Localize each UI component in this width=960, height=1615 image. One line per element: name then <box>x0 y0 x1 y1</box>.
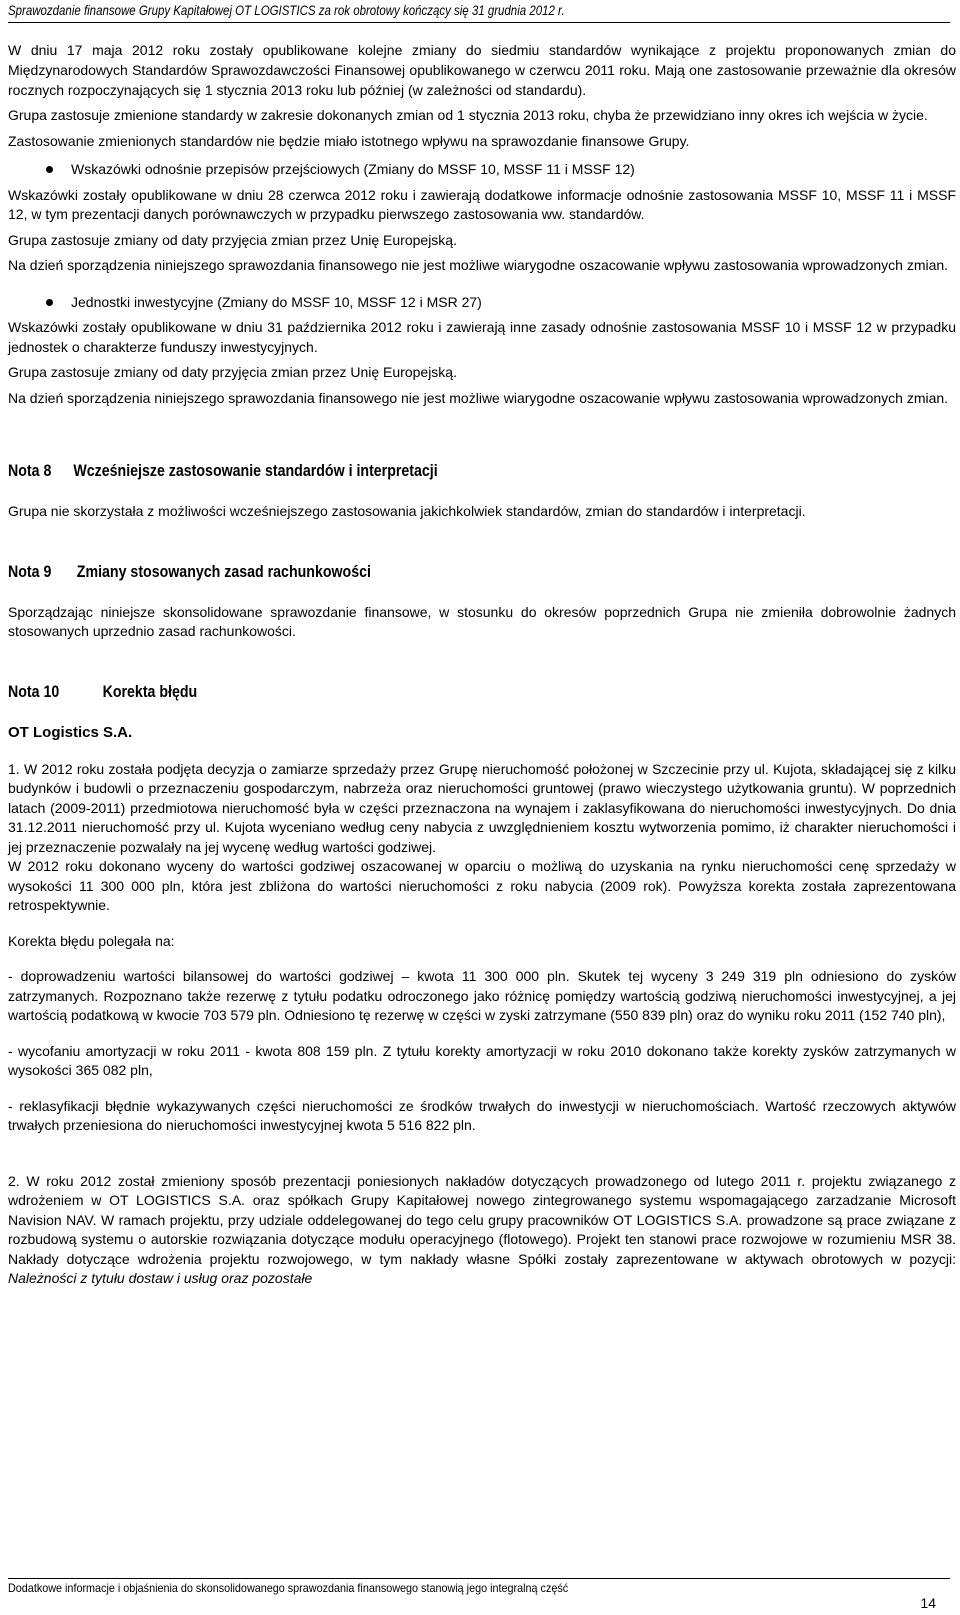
bullet-icon <box>46 299 53 306</box>
header-title: Sprawozdanie finansowe Grupy Kapitałowej OT LOGISTICS za rok obrotowy kończący się 31 grudnia 2012 r. <box>8 2 565 18</box>
section2-paragraph-1: Wskazówki zostały opublikowane w dniu 31 października 2012 roku i zawierają inne zasady odnośnie zastosowania MSSF 10 i MSSF 12 w przypadku jednostek o charakterze funduszy inwestycyjnych. <box>8 319 956 355</box>
intro-paragraph-2: Grupa zastosuje zmienione standardy w zakresie dokonanych zmian od 1 stycznia 2013 roku, chyba że przewidziano inny okres ich wejścia w życie. <box>8 107 928 123</box>
page-number: 14 <box>920 1595 936 1611</box>
company-name: OT Logistics S.A. <box>8 723 133 741</box>
nota9-paragraph: Sporządzając niniejsze skonsolidowane sprawozdanie finansowe, w stosunku do okresów poprzednich Grupa nie zmieniła dobrowolnie żadnych stosowanych uprzednio zasad rachunkowości. <box>8 603 956 639</box>
nota9-heading <box>8 561 823 583</box>
nota10-number: Nota 10 <box>8 682 60 701</box>
nota10-heading <box>8 681 823 703</box>
section1-paragraph-1: Wskazówki zostały opublikowane w dniu 28 czerwca 2012 roku i zawierają dodatkowe informacje odnośnie zastosowania MSSF 10, MSSF 11 i MSSF 12, w tym prezentacji danych porównawczych w przypadku pierwszego zastosowania ww. standardów. <box>8 186 956 222</box>
nota10-title: Korekta błędu <box>102 682 198 701</box>
nota10-paragraph-4: - doprowadzeniu wartości bilansowej do wartości godziwej – kwota 11 300 000 pln. Skutek tej wyceny 3 249 319 pln odniesiono do zysków zatrzymanych. Rozpoznano także rezerwę z tytułu podatku odroczonego jako różnicę pomiędzy wartością godziwą nieruchomości inwestycyjnej, a jej wartością podatkową w kwocie 703 579 pln. Odniesiono tę rezerwę w części w zyski zatrzymane (550 839 pln) oraz do wyniku roku 2011 (152 740 pln), <box>8 968 956 1023</box>
nota10-paragraph-3: Korekta błędu polegała na: <box>8 932 175 949</box>
bullet-transition-guidance <box>8 160 956 180</box>
intro-paragraph-3: Zastosowanie zmienionych standardów nie będzie miało istotnego wpływu na sprawozdanie finansowe Grupy. <box>8 132 690 149</box>
footer-text: Dodatkowe informacje i objaśnienia do skonsolidowanego sprawozdania finansowego stanowią jego integralną część <box>8 1581 569 1595</box>
nota10-paragraph-6: - reklasyfikacji błędnie wykazywanych części nieruchomości ze środków trwałych do inwestycji w nieruchomościach. Wartość rzeczowych aktywów trwałych przeniesiona do nieruchomości inwestycyjnej kwota 5 516 822 pln. <box>8 1097 956 1133</box>
nota10-paragraph-7-italic: Należności z tytułu dostaw i usług oraz pozostałe <box>8 1270 313 1286</box>
section2-paragraph-3: Na dzień sporządzenia niniejszego sprawozdania finansowego nie jest możliwe wiarygodne oszacowanie wpływu zastosowania wprowadzonych zmian. <box>8 389 949 406</box>
section1-paragraph-2: Grupa zastosuje zmiany od daty przyjęcia zmian przez Unię Europejską. <box>8 231 457 248</box>
nota8-number: Nota 8 <box>8 462 52 480</box>
nota8-heading <box>8 460 823 482</box>
bullet-icon <box>46 166 53 173</box>
nota8-paragraph: Grupa nie skorzystała z możliwości wcześniejszego zastosowania jakichkolwiek standardów, zmian do standardów i interpretacji. <box>8 503 806 519</box>
nota10-paragraph-5: - wycofaniu amortyzacji w roku 2011 - kwota 808 159 pln. Z tytułu korekty amortyzacji w roku 2010 dokonano także korekty zysków zatrzymanych w wysokości 365 082 pln, <box>8 1042 956 1078</box>
intro-paragraph-1: W dniu 17 maja 2012 roku zostały opublikowane kolejne zmiany do siedmiu standardów wynikające z projektu proponowanych zmian do Międzynarodowych Standardów Sprawozdawczości Finansowej opublikowanego w czerwcu 2011 roku. Mają one zastosowanie przeważnie dla okresów rocznych rozpoczynających się 1 stycznia 2013 roku lub później (w zależności od standardu). <box>8 42 956 98</box>
nota10-paragraph-7-text: 2. W roku 2012 został zmieniony sposób prezentacji poniesionych nakładów dotyczących prowadzonego od lutego 2011 r. projektu związanego z wdrożeniem w OT LOGISTICS S.A. oraz spółkach Grupy Kapitałowej nowego zintegrowanego systemu wspomagającego zarzadzanie Microsoft Navision NAV. W ramach projektu, przy udziale oddelegowanej do tego celu grupy pracowników OT LOGISTICS S.A. prowadzone są prace związane z rozbudową systemu o autorskie rozwiązania dotyczące modułu operacyjnego (flotowego). Projekt ten stanowi prace rozwojowe w rozumieniu MSR 38. Nakłady dotyczące wdrożenia projektu rozwojowego, w tym nakłady własne Spółki zostały zaprezentowane w aktywach obrotowych w pozycji: <box>8 1172 956 1267</box>
nota9-number: Nota 9 <box>8 562 52 581</box>
nota10-paragraph-2: W 2012 roku dokonano wyceny do wartości godziwej oszacowanej w oparciu o możliwą do uzyskania na rynku nieruchomości cenę sprzedaży w wysokości 11 300 000 pln, która jest zbliżona do wartości nieruchomości z roku nabycia (2009 rok). Powyższa korekta została zaprezentowana retrospektywnie. <box>8 858 956 913</box>
document-body <box>8 40 956 1289</box>
nota10-paragraph-1: 1. W 2012 roku została podjęta decyzja o zamiarze sprzedaży przez Grupę nieruchomość położonej w Szczecinie przy ul. Kujota, składającej się z kilku budynków i budowli o przeznaczeniu gospodarczym, nabrzeża oraz nieruchomości gruntowej (prawo wieczystego użytkowania gruntu). W poprzednich latach (2009-2011) przedmiotowa nieruchomość była w części przeznaczona na wynajem i zaklasyfikowana do nieruchomości inwestycyjnych. Do dnia 31.12.2011 nieruchomość przy ul. Kujota wyceniano według ceny nabycia z uwzględnieniem kosztu wytworzenia pomimo, iż charakter nieruchomości i jej przeznaczenie pozwalały na jej wycenę według wartości godziwej. <box>8 760 956 855</box>
bullet-investment-entities <box>8 293 956 313</box>
section1-paragraph-3: Na dzień sporządzenia niniejszego sprawozdania finansowego nie jest możliwe wiarygodne oszacowanie wpływu zastosowania wprowadzonych zmian. <box>8 257 949 273</box>
page-footer <box>8 1578 950 1597</box>
bullet-text: Jednostki inwestycyjne (Zmiany do MSSF 10, MSSF 12 i MSR 27) <box>71 293 482 310</box>
bullet-text: Wskazówki odnośnie przepisów przejściowych (Zmiany do MSSF 10, MSSF 11 i MSSF 12) <box>71 161 635 177</box>
nota9-title: Zmiany stosowanych zasad rachunkowości <box>76 562 371 581</box>
nota10-paragraph-7 <box>8 1172 956 1289</box>
nota8-title: Wcześniejsze zastosowanie standardów i interpretacji <box>73 462 438 480</box>
page-header <box>8 0 950 23</box>
section2-paragraph-2: Grupa zastosuje zmiany od daty przyjęcia zmian przez Unię Europejską. <box>8 364 457 380</box>
